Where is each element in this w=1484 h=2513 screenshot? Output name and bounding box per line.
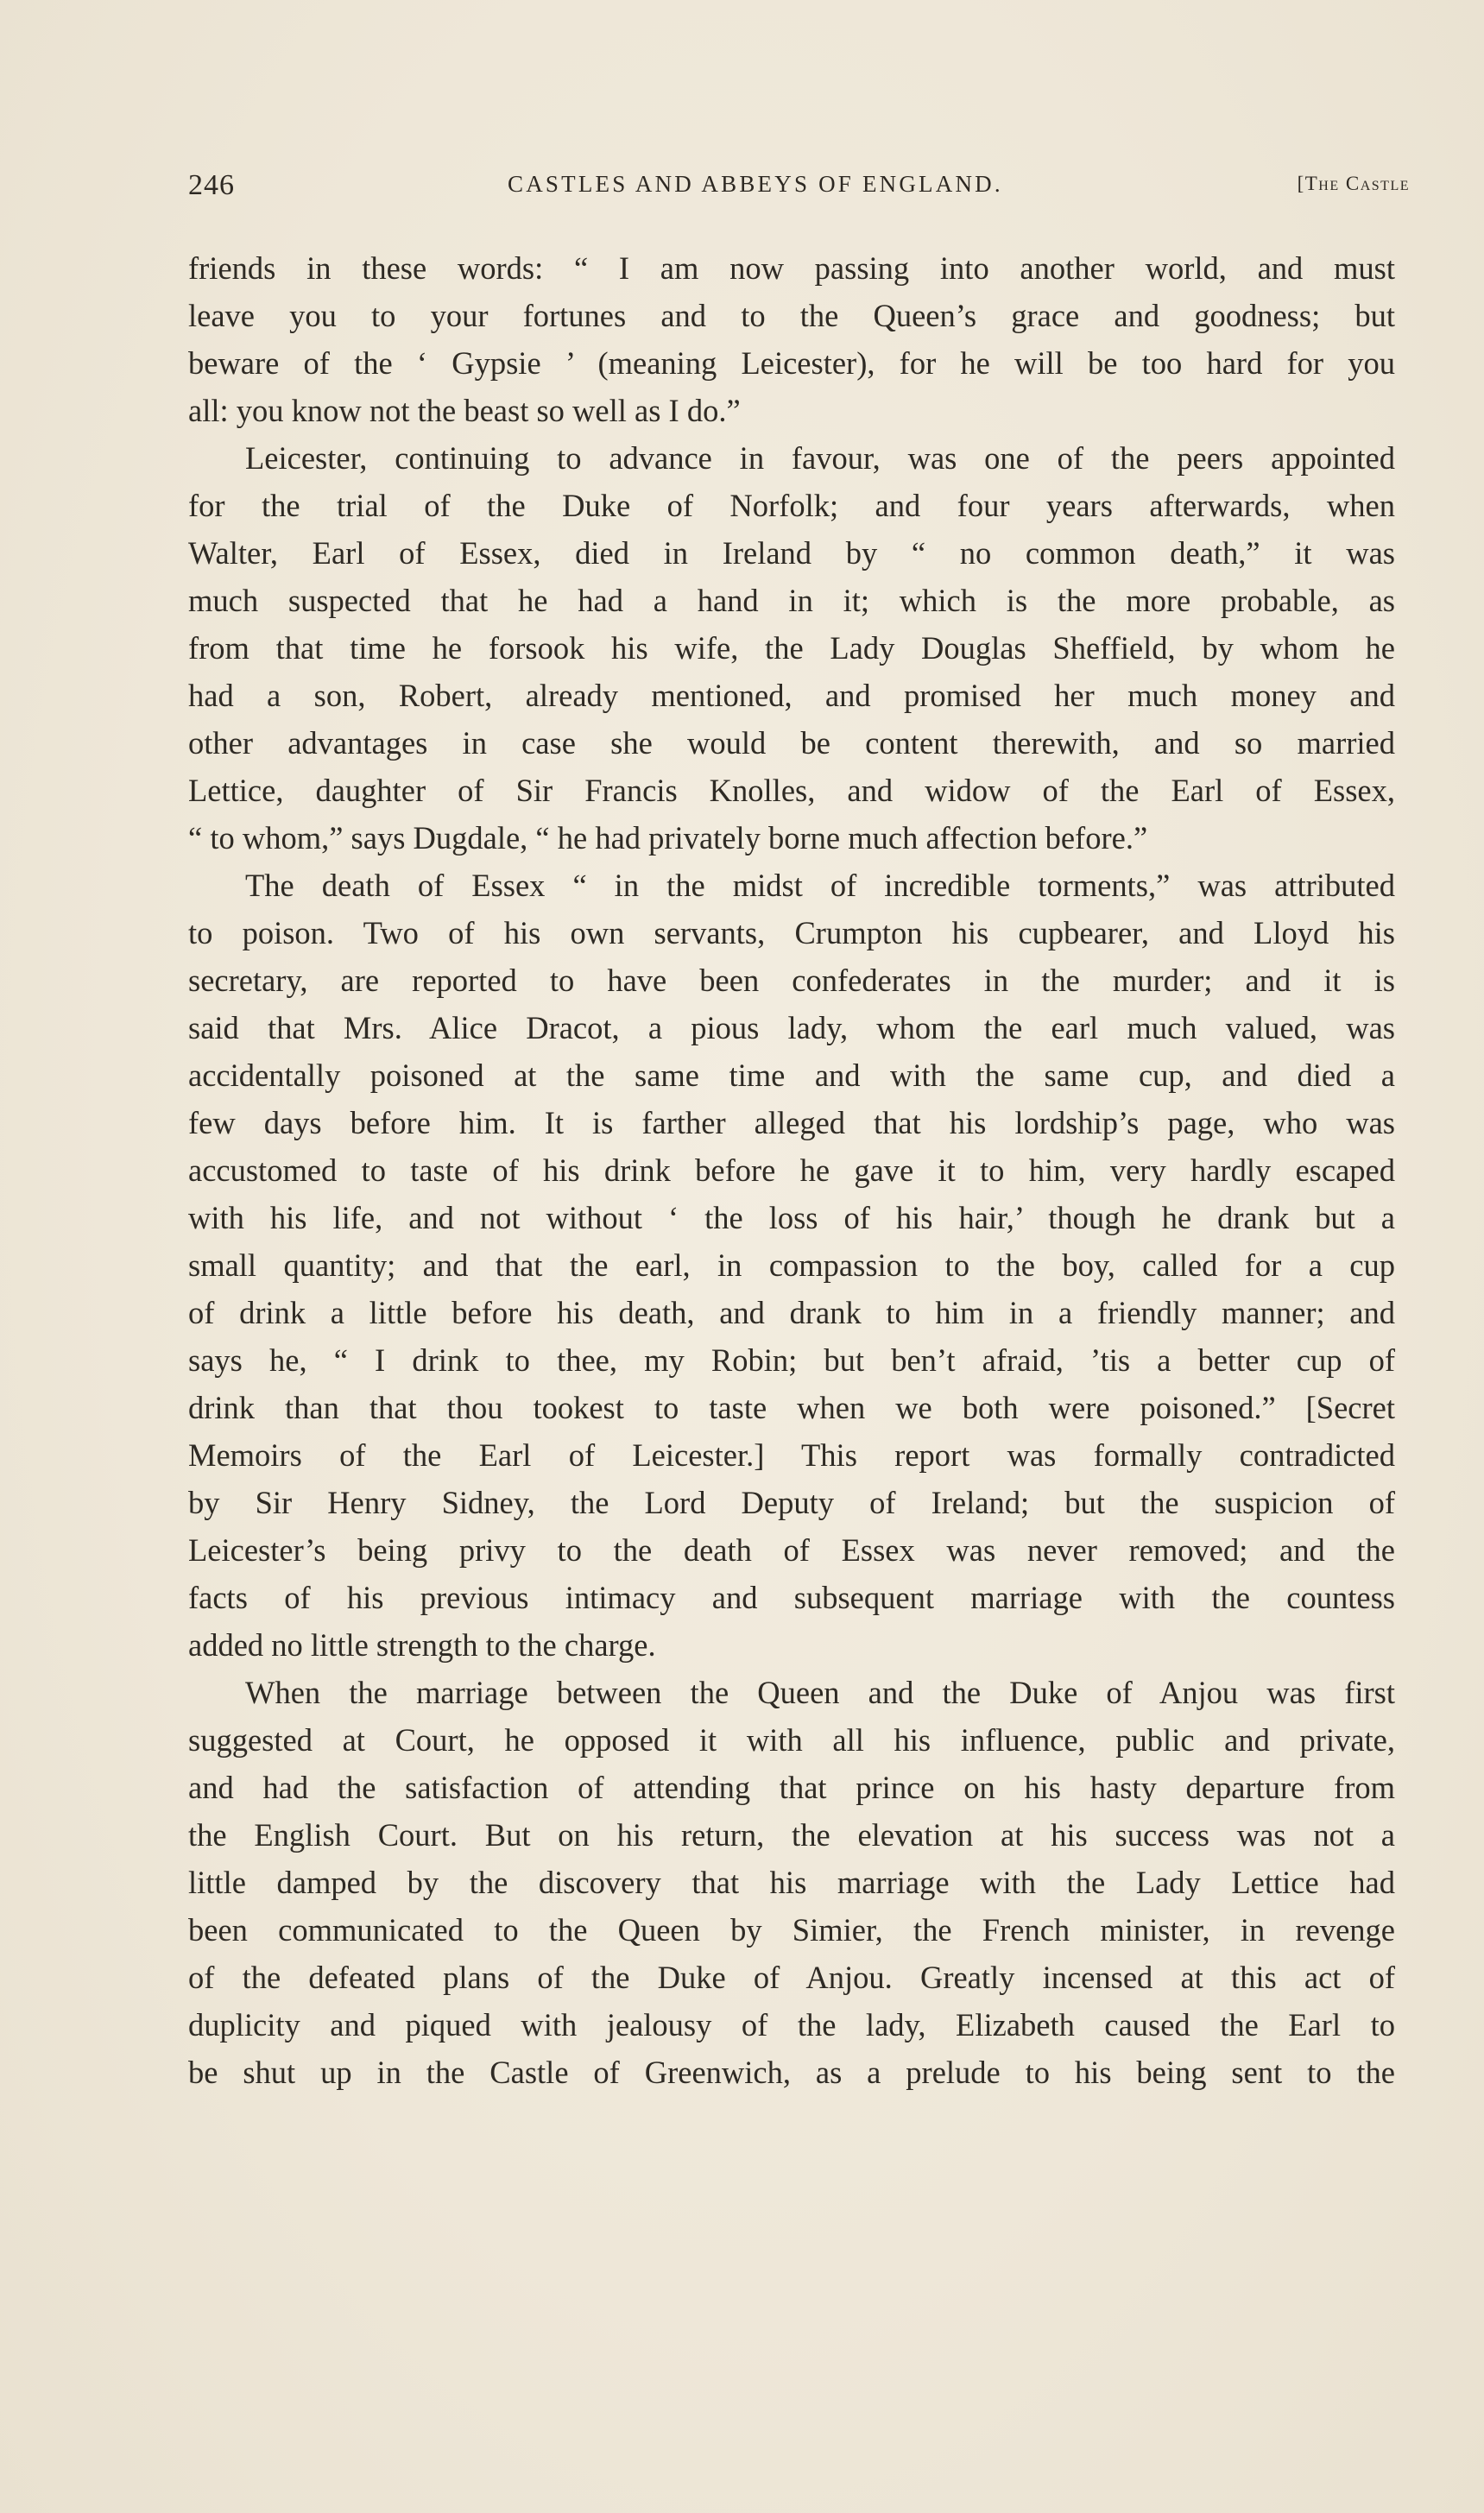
text-line: friends in these words: “ I am now passing into another world, and must <box>188 250 1395 286</box>
text-line: leave you to your fortunes and to the Queen’s grace and goodness; but <box>188 298 1395 333</box>
text-line: for the trial of the Duke of Norfolk; and four years afterwards, when <box>188 488 1395 523</box>
text-line: of drink a little before his death, and drank to him in a friendly manner; and <box>188 1295 1395 1330</box>
text-line: with his life, and not without ‘ the loss of his hair,’ though he drank but a <box>188 1200 1395 1235</box>
text-line: be shut up in the Castle of Greenwich, as a prelude to his being sent to the <box>188 2055 1395 2090</box>
text-line: Leicester, continuing to advance in favour, was one of the peers appointed <box>245 440 1395 476</box>
text-line: much suspected that he had a hand in it; which is the more probable, as <box>188 583 1395 618</box>
text-line: secretary, are reported to have been confederates in the murder; and it is <box>188 963 1395 998</box>
text-line: added no little strength to the charge. <box>188 1627 656 1663</box>
text-line: the English Court. But on his return, the elevation at his success was not a <box>188 1817 1395 1853</box>
text-line: “ to whom,” says Dugdale, “ he had privately borne much affection before.” <box>188 820 1148 856</box>
text-line: small quantity; and that the earl, in compassion to the boy, called for a cup <box>188 1247 1395 1283</box>
text-line: Memoirs of the Earl of Leicester.] This report was formally contradicted <box>188 1437 1395 1473</box>
running-title: CASTLES AND ABBEYS OF ENGLAND. <box>508 171 1003 197</box>
text-line: all: you know not the beast so well as I do.” <box>188 393 741 428</box>
text-line: few days before him. It is farther alleged that his lordship’s page, who was <box>188 1105 1395 1140</box>
text-line: says he, “ I drink to thee, my Robin; but ben’t afraid, ’tis a better cup of <box>188 1342 1395 1378</box>
text-line: had a son, Robert, already mentioned, and promised her much money and <box>188 678 1395 713</box>
text-line: The death of Essex “ in the midst of incredible torments,” was attributed <box>245 868 1395 903</box>
text-line: duplicity and piqued with jealousy of the lady, Elizabeth caused the Earl to <box>188 2007 1395 2043</box>
text-line: and had the satisfaction of attending that prince on his hasty departure from <box>188 1770 1395 1805</box>
text-line: When the marriage between the Queen and the Duke of Anjou was first <box>245 1675 1395 1710</box>
text-line: by Sir Henry Sidney, the Lord Deputy of Ireland; but the suspicion of <box>188 1485 1395 1520</box>
text-line: Lettice, daughter of Sir Francis Knolles, and widow of the Earl of Essex, <box>188 773 1395 808</box>
running-head <box>188 169 1410 211</box>
text-line: accustomed to taste of his drink before he gave it to him, very hardly escaped <box>188 1152 1395 1188</box>
text-line: little damped by the discovery that his marriage with the Lady Lettice had <box>188 1865 1395 1900</box>
text-line: been communicated to the Queen by Simier, the French minister, in revenge <box>188 1912 1395 1948</box>
text-line: said that Mrs. Alice Dracot, a pious lady, whom the earl much valued, was <box>188 1010 1395 1045</box>
text-line: accidentally poisoned at the same time and with the same cup, and died a <box>188 1058 1395 1093</box>
text-line: Leicester’s being privy to the death of Essex was never removed; and the <box>188 1532 1395 1568</box>
text-line: beware of the ‘ Gypsie ’ (meaning Leicester), for he will be too hard for you <box>188 345 1395 381</box>
text-line: of the defeated plans of the Duke of Anjou. Greatly incensed at this act of <box>188 1960 1395 1995</box>
text-line: drink than that thou tookest to taste when we both were poisoned.” [Secret <box>188 1390 1395 1425</box>
text-line: suggested at Court, he opposed it with all his influence, public and private, <box>188 1722 1395 1758</box>
text-line: to poison. Two of his own servants, Crumpton his cupbearer, and Lloyd his <box>188 915 1395 950</box>
text-line: facts of his previous intimacy and subsequent marriage with the countess <box>188 1580 1395 1615</box>
body-text <box>188 244 1395 2096</box>
section-title: [The Castle <box>1297 173 1410 194</box>
page-number: 246 <box>188 169 235 201</box>
text-line: Walter, Earl of Essex, died in Ireland by “ no common death,” it was <box>188 535 1395 571</box>
text-line: other advantages in case she would be content therewith, and so married <box>188 725 1395 761</box>
text-line: from that time he forsook his wife, the Lady Douglas Sheffield, by whom he <box>188 630 1395 666</box>
